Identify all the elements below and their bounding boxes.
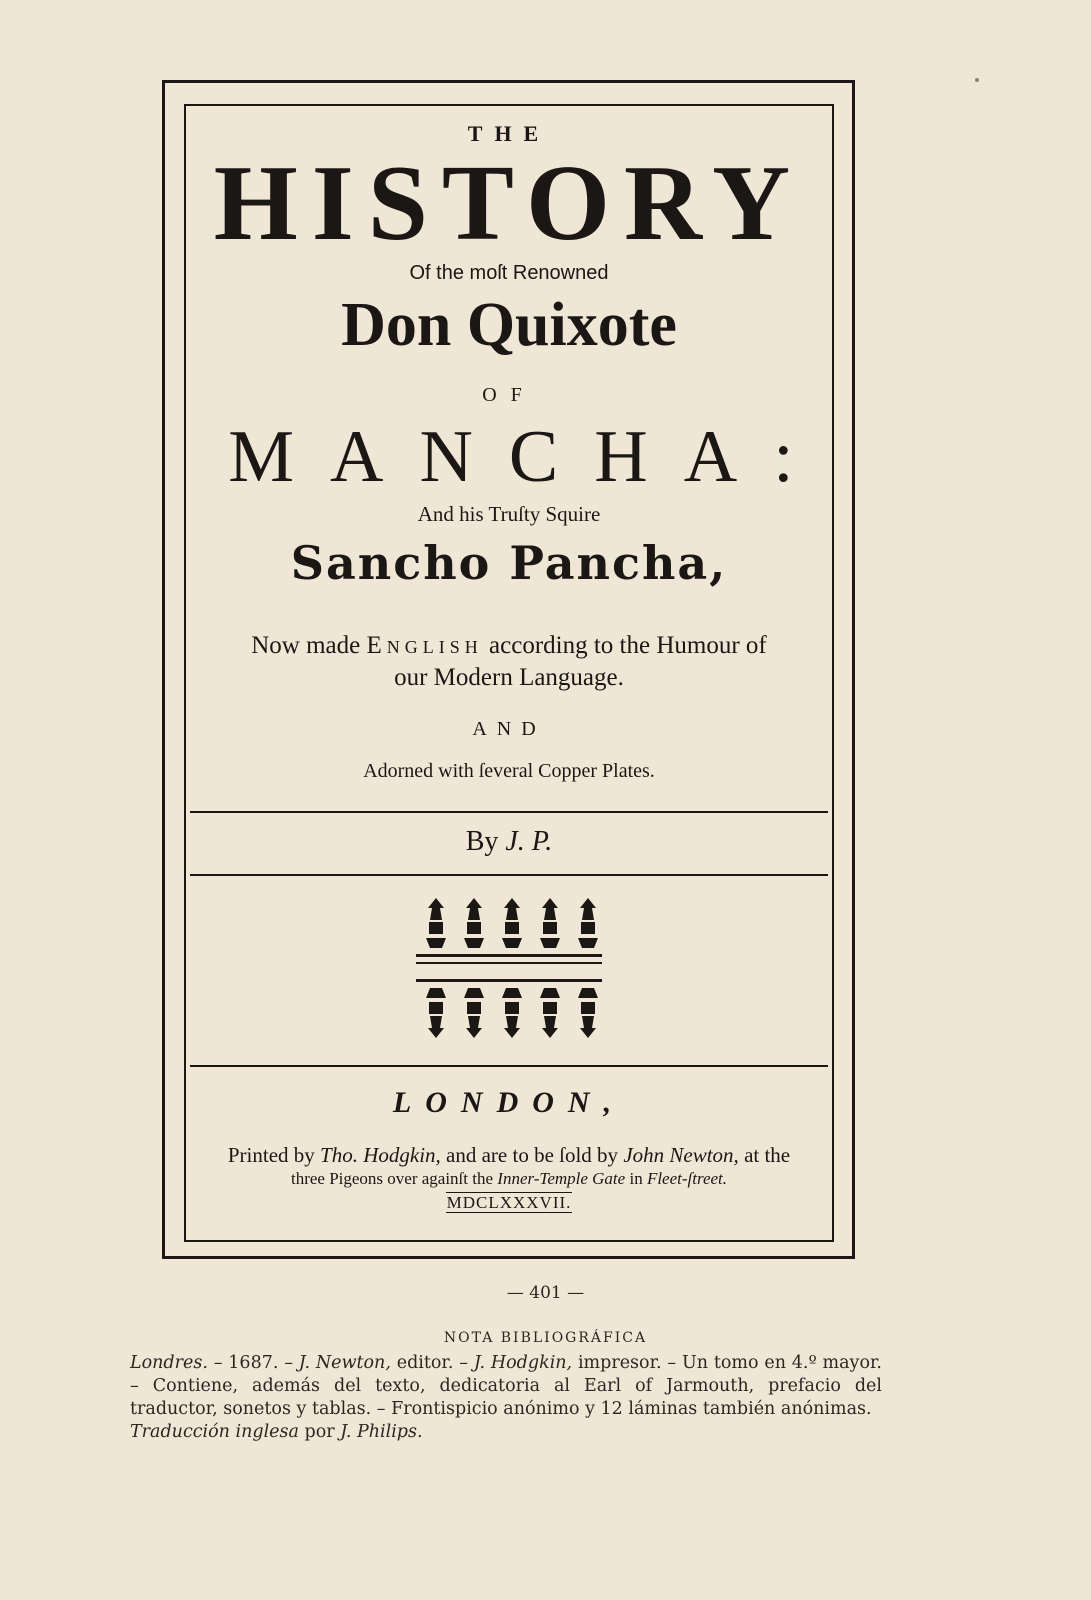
- inner-temple-gate: Inner-Temple Gate: [497, 1169, 626, 1188]
- nota-printer: J. Hodgkin,: [473, 1353, 573, 1373]
- nota-translation-label: Traducción inglesa: [130, 1422, 299, 1442]
- title-of: OF: [482, 384, 536, 406]
- title-by-author: [184, 826, 834, 858]
- title-of-most-renowned: Of the moſt Renowned: [409, 262, 609, 284]
- imprint-printed-by: [184, 1143, 834, 1168]
- title-sancho-pancha: Sancho Pancha,: [290, 536, 728, 590]
- now-made-text: Now made: [251, 632, 361, 659]
- title-don-quixote: Don Quixote: [341, 291, 677, 359]
- ornament-row-top: [416, 898, 602, 964]
- divider-rule: [190, 1065, 828, 1067]
- humour-text: according to the Humour of: [489, 632, 767, 659]
- pigeons-text: three Pigeons over againſt the: [290, 1169, 494, 1188]
- roman-date: MDCLXXXVII.: [446, 1193, 572, 1212]
- title-modern-language: our Modern Language.: [394, 664, 624, 691]
- nota-bibliografica-text: [130, 1352, 882, 1444]
- imprint-date: [184, 1193, 834, 1213]
- in-text: in: [629, 1169, 643, 1188]
- at-the-text: at the: [744, 1143, 791, 1167]
- nota-por: por: [298, 1422, 341, 1442]
- sold-by-text: and are to be ſold by: [446, 1143, 619, 1167]
- printers-ornament: [410, 898, 606, 1038]
- paper-speck: [975, 78, 979, 82]
- printer-name: Tho. Hodgkin,: [320, 1143, 441, 1167]
- nota-bibliografica-title: NOTA BIBLIOGRÁFICA: [443, 1330, 648, 1346]
- english-word: English: [366, 632, 483, 659]
- imprint-address: [184, 1169, 834, 1189]
- by-label: By: [465, 826, 499, 857]
- nota-translator: J. Philips.: [340, 1422, 423, 1442]
- page-number: — 401 —: [506, 1283, 585, 1303]
- title-history: HISTORY: [213, 144, 805, 263]
- divider-rule: [190, 811, 828, 813]
- nota-description: impresor. – Un tomo en 4.º mayor. – Contiene, además del texto, dedicatoria al Earl of Jarmouth, prefacio del traductor, sonetos y tablas. – Frontispicio anónimo y 12 láminas también anónimas.: [130, 1353, 882, 1419]
- nota-editor-role: editor. –: [390, 1353, 474, 1373]
- nota-editor: J. Newton,: [298, 1353, 391, 1373]
- title-the: THE: [467, 121, 551, 146]
- title-and: AND: [472, 718, 546, 740]
- imprint-london: LONDON,: [392, 1086, 626, 1119]
- title-mancha: MANCHA:: [228, 416, 830, 498]
- nota-translation: [130, 1421, 882, 1444]
- fleet-street: Fleet-ſtreet.: [646, 1169, 728, 1188]
- title-now-made-english: [184, 632, 834, 660]
- nota-paragraph: [130, 1352, 882, 1421]
- title-trusty-squire: And his Truſty Squire: [417, 502, 601, 526]
- author-initials: J. P.: [505, 826, 553, 857]
- title-adorned: Adorned with ſeveral Copper Plates.: [363, 760, 655, 782]
- nota-city: Londres.: [130, 1353, 208, 1373]
- seller-name: John Newton,: [623, 1143, 739, 1167]
- divider-rule: [190, 874, 828, 876]
- ornament-row-bottom: [416, 979, 602, 1038]
- nota-year: – 1687. –: [207, 1353, 299, 1373]
- printed-by-text: Printed by: [227, 1143, 315, 1167]
